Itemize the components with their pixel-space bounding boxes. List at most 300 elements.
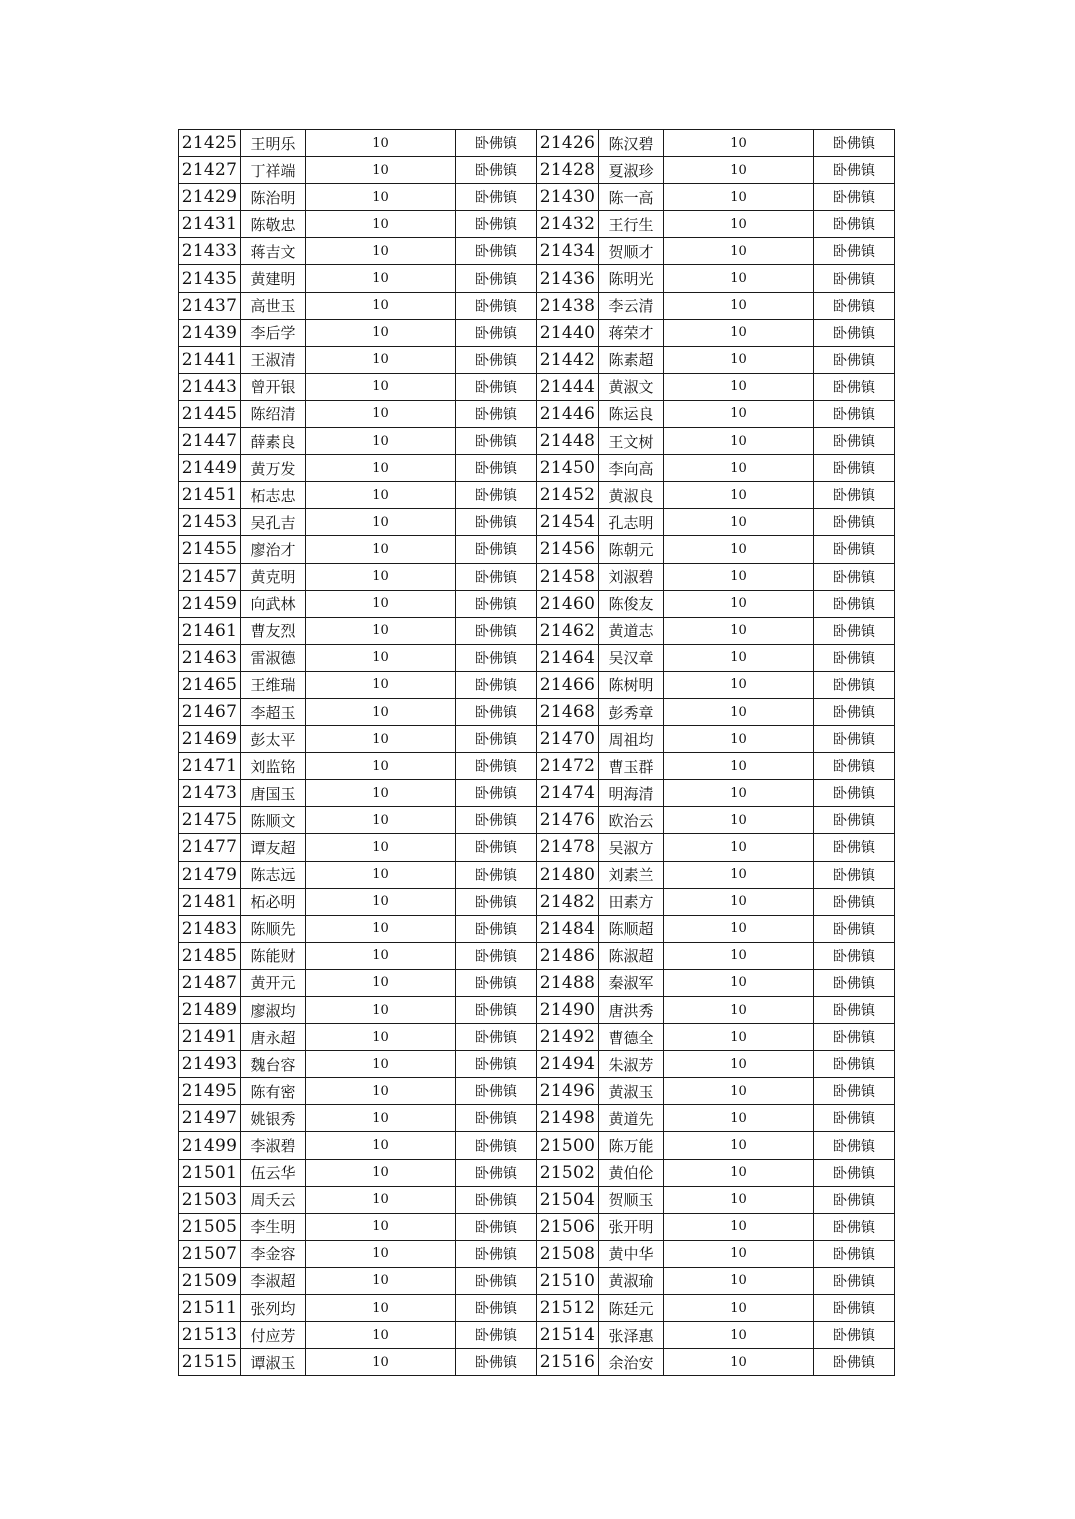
town-cell: 卧佛镇 [814, 617, 895, 644]
amount-cell: 10 [664, 969, 814, 996]
amount-cell: 10 [664, 726, 814, 753]
name-cell: 孔志明 [599, 509, 664, 536]
amount-cell: 10 [664, 671, 814, 698]
amount-cell: 10 [306, 319, 456, 346]
town-cell: 卧佛镇 [814, 265, 895, 292]
town-cell: 卧佛镇 [456, 1186, 537, 1213]
name-cell: 陈有密 [241, 1078, 306, 1105]
town-cell: 卧佛镇 [814, 698, 895, 725]
table-row [179, 942, 895, 969]
name-cell: 陈一高 [599, 184, 664, 211]
record-id-cell: 21471 [179, 753, 241, 780]
town-cell: 卧佛镇 [456, 1267, 537, 1294]
name-cell: 明海清 [599, 780, 664, 807]
name-cell: 彭太平 [241, 726, 306, 753]
town-cell: 卧佛镇 [814, 969, 895, 996]
name-cell: 陈廷元 [599, 1295, 664, 1322]
record-id-cell: 21443 [179, 373, 241, 400]
record-id-cell: 21504 [537, 1186, 599, 1213]
table-row [179, 1105, 895, 1132]
town-cell: 卧佛镇 [814, 157, 895, 184]
table-row [179, 536, 895, 563]
town-cell: 卧佛镇 [814, 888, 895, 915]
amount-cell: 10 [664, 536, 814, 563]
town-cell: 卧佛镇 [456, 671, 537, 698]
town-cell: 卧佛镇 [456, 400, 537, 427]
amount-cell: 10 [664, 1322, 814, 1349]
name-cell: 向武林 [241, 590, 306, 617]
record-id-cell: 21459 [179, 590, 241, 617]
name-cell: 柘志忠 [241, 482, 306, 509]
amount-cell: 10 [664, 482, 814, 509]
name-cell: 陈明光 [599, 265, 664, 292]
name-cell: 张列均 [241, 1295, 306, 1322]
table-row [179, 834, 895, 861]
town-cell: 卧佛镇 [456, 590, 537, 617]
record-id-cell: 21466 [537, 671, 599, 698]
town-cell: 卧佛镇 [456, 969, 537, 996]
town-cell: 卧佛镇 [814, 130, 895, 157]
name-cell: 田素方 [599, 888, 664, 915]
name-cell: 陈树明 [599, 671, 664, 698]
amount-cell: 10 [306, 698, 456, 725]
name-cell: 曹友烈 [241, 617, 306, 644]
table-row [179, 130, 895, 157]
amount-cell: 10 [306, 455, 456, 482]
town-cell: 卧佛镇 [456, 997, 537, 1024]
name-cell: 黄道志 [599, 617, 664, 644]
record-id-cell: 21451 [179, 482, 241, 509]
name-cell: 贺顺玉 [599, 1186, 664, 1213]
town-cell: 卧佛镇 [456, 563, 537, 590]
record-id-cell: 21497 [179, 1105, 241, 1132]
town-cell: 卧佛镇 [814, 1078, 895, 1105]
name-cell: 陈志远 [241, 861, 306, 888]
table-row [179, 373, 895, 400]
amount-cell: 10 [664, 1349, 814, 1376]
table-row [179, 997, 895, 1024]
record-id-cell: 21491 [179, 1024, 241, 1051]
name-cell: 陈运良 [599, 400, 664, 427]
town-cell: 卧佛镇 [814, 1349, 895, 1376]
amount-cell: 10 [664, 130, 814, 157]
town-cell: 卧佛镇 [456, 698, 537, 725]
amount-cell: 10 [664, 1295, 814, 1322]
record-id-cell: 21461 [179, 617, 241, 644]
town-cell: 卧佛镇 [456, 1349, 537, 1376]
record-id-cell: 21455 [179, 536, 241, 563]
town-cell: 卧佛镇 [814, 780, 895, 807]
amount-cell: 10 [306, 644, 456, 671]
amount-cell: 10 [664, 184, 814, 211]
record-id-cell: 21495 [179, 1078, 241, 1105]
record-id-cell: 21498 [537, 1105, 599, 1132]
amount-cell: 10 [306, 997, 456, 1024]
record-id-cell: 21467 [179, 698, 241, 725]
table-row [179, 1322, 895, 1349]
town-cell: 卧佛镇 [456, 184, 537, 211]
name-cell: 刘监铭 [241, 753, 306, 780]
town-cell: 卧佛镇 [456, 292, 537, 319]
amount-cell: 10 [664, 644, 814, 671]
record-id-cell: 21476 [537, 807, 599, 834]
record-id-cell: 21464 [537, 644, 599, 671]
name-cell: 姚银秀 [241, 1105, 306, 1132]
town-cell: 卧佛镇 [456, 346, 537, 373]
record-id-cell: 21516 [537, 1349, 599, 1376]
amount-cell: 10 [306, 1159, 456, 1186]
amount-cell: 10 [664, 1240, 814, 1267]
table-row [179, 428, 895, 455]
table-row [179, 1159, 895, 1186]
name-cell: 黄克明 [241, 563, 306, 590]
town-cell: 卧佛镇 [814, 482, 895, 509]
town-cell: 卧佛镇 [814, 455, 895, 482]
amount-cell: 10 [664, 292, 814, 319]
name-cell: 张开明 [599, 1213, 664, 1240]
name-cell: 蒋荣才 [599, 319, 664, 346]
record-id-cell: 21474 [537, 780, 599, 807]
town-cell: 卧佛镇 [814, 997, 895, 1024]
name-cell: 黄万发 [241, 455, 306, 482]
table-row [179, 292, 895, 319]
name-cell: 伍云华 [241, 1159, 306, 1186]
name-cell: 李生明 [241, 1213, 306, 1240]
amount-cell: 10 [306, 753, 456, 780]
record-id-cell: 21440 [537, 319, 599, 346]
record-id-cell: 21473 [179, 780, 241, 807]
town-cell: 卧佛镇 [456, 130, 537, 157]
name-cell: 黄道先 [599, 1105, 664, 1132]
amount-cell: 10 [306, 292, 456, 319]
town-cell: 卧佛镇 [456, 726, 537, 753]
roster-body [179, 130, 895, 1376]
record-id-cell: 21458 [537, 563, 599, 590]
table-row [179, 1295, 895, 1322]
name-cell: 黄开元 [241, 969, 306, 996]
town-cell: 卧佛镇 [456, 373, 537, 400]
amount-cell: 10 [664, 319, 814, 346]
name-cell: 黄淑良 [599, 482, 664, 509]
amount-cell: 10 [306, 509, 456, 536]
name-cell: 陈绍清 [241, 400, 306, 427]
amount-cell: 10 [306, 1132, 456, 1159]
town-cell: 卧佛镇 [456, 753, 537, 780]
town-cell: 卧佛镇 [456, 157, 537, 184]
amount-cell: 10 [306, 1322, 456, 1349]
record-id-cell: 21434 [537, 238, 599, 265]
name-cell: 陈素超 [599, 346, 664, 373]
name-cell: 张泽惠 [599, 1322, 664, 1349]
record-id-cell: 21489 [179, 997, 241, 1024]
amount-cell: 10 [306, 1105, 456, 1132]
name-cell: 廖治才 [241, 536, 306, 563]
record-id-cell: 21479 [179, 861, 241, 888]
name-cell: 秦淑军 [599, 969, 664, 996]
town-cell: 卧佛镇 [456, 834, 537, 861]
record-id-cell: 21486 [537, 942, 599, 969]
record-id-cell: 21437 [179, 292, 241, 319]
name-cell: 丁祥端 [241, 157, 306, 184]
record-id-cell: 21490 [537, 997, 599, 1024]
record-id-cell: 21493 [179, 1051, 241, 1078]
table-row [179, 157, 895, 184]
table-row [179, 1132, 895, 1159]
town-cell: 卧佛镇 [814, 1295, 895, 1322]
name-cell: 黄中华 [599, 1240, 664, 1267]
record-id-cell: 21481 [179, 888, 241, 915]
record-id-cell: 21446 [537, 400, 599, 427]
record-id-cell: 21460 [537, 590, 599, 617]
town-cell: 卧佛镇 [814, 184, 895, 211]
name-cell: 高世玉 [241, 292, 306, 319]
record-id-cell: 21513 [179, 1322, 241, 1349]
town-cell: 卧佛镇 [456, 1105, 537, 1132]
amount-cell: 10 [306, 1349, 456, 1376]
record-id-cell: 21445 [179, 400, 241, 427]
amount-cell: 10 [664, 509, 814, 536]
name-cell: 谭友超 [241, 834, 306, 861]
town-cell: 卧佛镇 [814, 590, 895, 617]
record-id-cell: 21508 [537, 1240, 599, 1267]
record-id-cell: 21436 [537, 265, 599, 292]
record-id-cell: 21454 [537, 509, 599, 536]
name-cell: 曾开银 [241, 373, 306, 400]
amount-cell: 10 [306, 400, 456, 427]
record-id-cell: 21480 [537, 861, 599, 888]
town-cell: 卧佛镇 [814, 644, 895, 671]
town-cell: 卧佛镇 [456, 780, 537, 807]
name-cell: 吴淑方 [599, 834, 664, 861]
record-id-cell: 21452 [537, 482, 599, 509]
record-id-cell: 21427 [179, 157, 241, 184]
name-cell: 谭淑玉 [241, 1349, 306, 1376]
name-cell: 陈淑超 [599, 942, 664, 969]
amount-cell: 10 [306, 942, 456, 969]
record-id-cell: 21435 [179, 265, 241, 292]
name-cell: 王淑清 [241, 346, 306, 373]
amount-cell: 10 [306, 1240, 456, 1267]
record-id-cell: 21444 [537, 373, 599, 400]
town-cell: 卧佛镇 [456, 238, 537, 265]
amount-cell: 10 [664, 942, 814, 969]
record-id-cell: 21449 [179, 455, 241, 482]
name-cell: 李云清 [599, 292, 664, 319]
table-row [179, 915, 895, 942]
table-row [179, 1186, 895, 1213]
name-cell: 李超玉 [241, 698, 306, 725]
town-cell: 卧佛镇 [814, 753, 895, 780]
record-id-cell: 21500 [537, 1132, 599, 1159]
record-id-cell: 21441 [179, 346, 241, 373]
record-id-cell: 21484 [537, 915, 599, 942]
amount-cell: 10 [306, 888, 456, 915]
name-cell: 王行生 [599, 211, 664, 238]
amount-cell: 10 [306, 563, 456, 590]
amount-cell: 10 [306, 373, 456, 400]
town-cell: 卧佛镇 [814, 1051, 895, 1078]
town-cell: 卧佛镇 [456, 1132, 537, 1159]
town-cell: 卧佛镇 [814, 563, 895, 590]
town-cell: 卧佛镇 [814, 1213, 895, 1240]
record-id-cell: 21515 [179, 1349, 241, 1376]
amount-cell: 10 [664, 1159, 814, 1186]
amount-cell: 10 [664, 1186, 814, 1213]
table-row [179, 888, 895, 915]
town-cell: 卧佛镇 [456, 861, 537, 888]
record-id-cell: 21499 [179, 1132, 241, 1159]
amount-cell: 10 [664, 834, 814, 861]
amount-cell: 10 [664, 1105, 814, 1132]
name-cell: 唐洪秀 [599, 997, 664, 1024]
table-row [179, 455, 895, 482]
town-cell: 卧佛镇 [456, 1240, 537, 1267]
table-row [179, 726, 895, 753]
town-cell: 卧佛镇 [814, 346, 895, 373]
record-id-cell: 21509 [179, 1267, 241, 1294]
name-cell: 李淑碧 [241, 1132, 306, 1159]
name-cell: 彭秀章 [599, 698, 664, 725]
record-id-cell: 21478 [537, 834, 599, 861]
name-cell: 曹德全 [599, 1024, 664, 1051]
record-id-cell: 21447 [179, 428, 241, 455]
name-cell: 李后学 [241, 319, 306, 346]
record-id-cell: 21505 [179, 1213, 241, 1240]
amount-cell: 10 [306, 969, 456, 996]
town-cell: 卧佛镇 [456, 265, 537, 292]
record-id-cell: 21485 [179, 942, 241, 969]
name-cell: 陈顺先 [241, 915, 306, 942]
name-cell: 李金容 [241, 1240, 306, 1267]
table-row [179, 617, 895, 644]
town-cell: 卧佛镇 [814, 238, 895, 265]
town-cell: 卧佛镇 [814, 671, 895, 698]
name-cell: 唐永超 [241, 1024, 306, 1051]
record-id-cell: 21502 [537, 1159, 599, 1186]
amount-cell: 10 [306, 1024, 456, 1051]
town-cell: 卧佛镇 [456, 455, 537, 482]
name-cell: 王维瑞 [241, 671, 306, 698]
table-row [179, 590, 895, 617]
town-cell: 卧佛镇 [814, 861, 895, 888]
town-cell: 卧佛镇 [814, 834, 895, 861]
table-row [179, 644, 895, 671]
amount-cell: 10 [664, 1132, 814, 1159]
amount-cell: 10 [664, 698, 814, 725]
town-cell: 卧佛镇 [814, 536, 895, 563]
record-id-cell: 21483 [179, 915, 241, 942]
amount-cell: 10 [664, 373, 814, 400]
town-cell: 卧佛镇 [456, 942, 537, 969]
amount-cell: 10 [306, 671, 456, 698]
table-row [179, 1213, 895, 1240]
record-id-cell: 21456 [537, 536, 599, 563]
amount-cell: 10 [306, 807, 456, 834]
town-cell: 卧佛镇 [814, 726, 895, 753]
town-cell: 卧佛镇 [814, 509, 895, 536]
record-id-cell: 21450 [537, 455, 599, 482]
town-cell: 卧佛镇 [814, 1024, 895, 1051]
amount-cell: 10 [306, 346, 456, 373]
table-row [179, 265, 895, 292]
town-cell: 卧佛镇 [456, 319, 537, 346]
name-cell: 薛素良 [241, 428, 306, 455]
amount-cell: 10 [306, 184, 456, 211]
town-cell: 卧佛镇 [456, 509, 537, 536]
amount-cell: 10 [306, 1295, 456, 1322]
table-row [179, 238, 895, 265]
town-cell: 卧佛镇 [814, 1159, 895, 1186]
town-cell: 卧佛镇 [814, 211, 895, 238]
name-cell: 陈万能 [599, 1132, 664, 1159]
town-cell: 卧佛镇 [456, 915, 537, 942]
amount-cell: 10 [306, 238, 456, 265]
amount-cell: 10 [664, 157, 814, 184]
record-id-cell: 21496 [537, 1078, 599, 1105]
amount-cell: 10 [306, 428, 456, 455]
town-cell: 卧佛镇 [456, 1213, 537, 1240]
record-id-cell: 21463 [179, 644, 241, 671]
record-id-cell: 21475 [179, 807, 241, 834]
record-id-cell: 21462 [537, 617, 599, 644]
amount-cell: 10 [306, 726, 456, 753]
table-row [179, 346, 895, 373]
amount-cell: 10 [664, 455, 814, 482]
amount-cell: 10 [306, 1186, 456, 1213]
amount-cell: 10 [664, 1078, 814, 1105]
table-row [179, 1078, 895, 1105]
name-cell: 陈顺文 [241, 807, 306, 834]
table-row [179, 969, 895, 996]
table-row [179, 509, 895, 536]
record-id-cell: 21470 [537, 726, 599, 753]
amount-cell: 10 [664, 211, 814, 238]
amount-cell: 10 [306, 780, 456, 807]
name-cell: 唐国玉 [241, 780, 306, 807]
record-id-cell: 21448 [537, 428, 599, 455]
amount-cell: 10 [664, 888, 814, 915]
record-id-cell: 21477 [179, 834, 241, 861]
amount-cell: 10 [306, 1051, 456, 1078]
amount-cell: 10 [306, 1267, 456, 1294]
table-row [179, 1267, 895, 1294]
record-id-cell: 21503 [179, 1186, 241, 1213]
record-id-cell: 21431 [179, 211, 241, 238]
name-cell: 曹玉群 [599, 753, 664, 780]
record-id-cell: 21514 [537, 1322, 599, 1349]
record-id-cell: 21492 [537, 1024, 599, 1051]
record-id-cell: 21512 [537, 1295, 599, 1322]
name-cell: 李淑超 [241, 1267, 306, 1294]
name-cell: 朱淑芳 [599, 1051, 664, 1078]
town-cell: 卧佛镇 [456, 888, 537, 915]
amount-cell: 10 [306, 130, 456, 157]
name-cell: 周祖均 [599, 726, 664, 753]
name-cell: 吴汉章 [599, 644, 664, 671]
name-cell: 陈俊友 [599, 590, 664, 617]
table-row [179, 1349, 895, 1376]
amount-cell: 10 [664, 780, 814, 807]
table-row [179, 753, 895, 780]
amount-cell: 10 [306, 617, 456, 644]
name-cell: 周夭云 [241, 1186, 306, 1213]
town-cell: 卧佛镇 [456, 1051, 537, 1078]
amount-cell: 10 [664, 617, 814, 644]
record-id-cell: 21487 [179, 969, 241, 996]
town-cell: 卧佛镇 [814, 915, 895, 942]
roster-table [178, 129, 895, 1376]
amount-cell: 10 [664, 400, 814, 427]
